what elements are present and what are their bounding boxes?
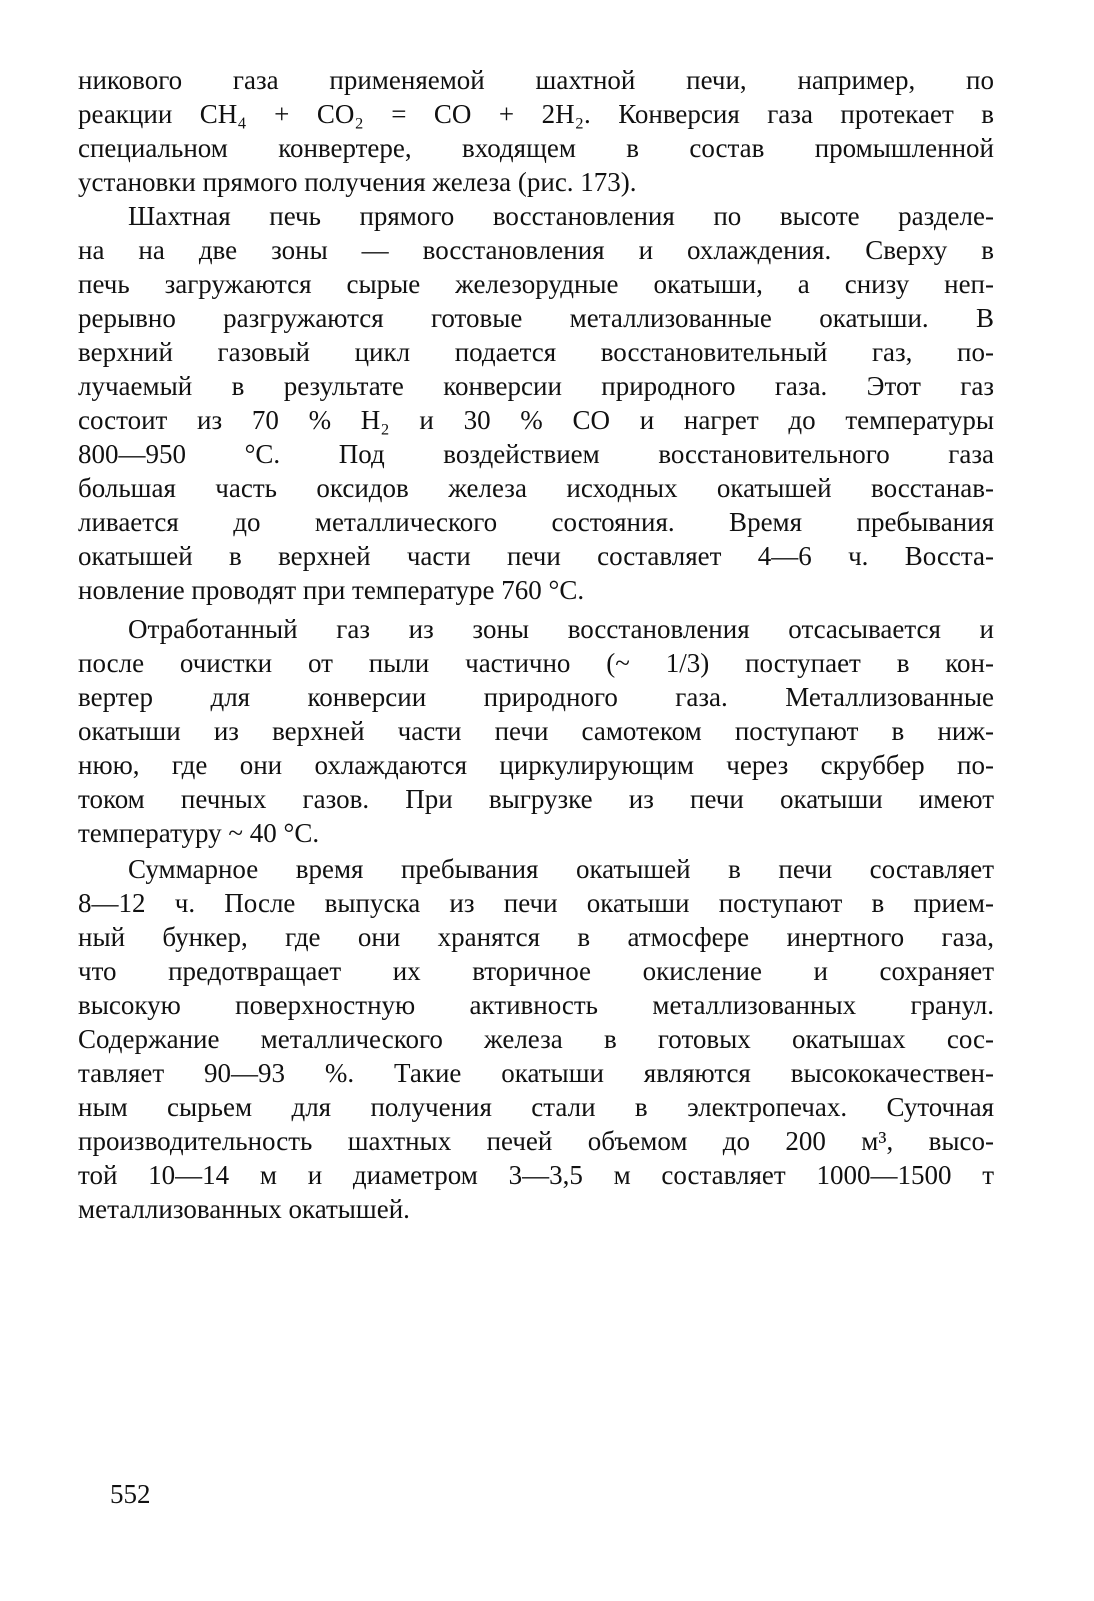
text-line: Шахтная печь прямого восстановления по высоте разделе- xyxy=(128,201,994,231)
page-number: 552 xyxy=(110,1479,151,1509)
text-line: окатыши из верхней части печи самотеком поступают в ниж- xyxy=(78,716,994,746)
text-line: той 10—14 м и диаметром 3—3,5 м составляет 1000—1500 т xyxy=(78,1160,994,1190)
text-line: лучаемый в результате конверсии природного газа. Этот газ xyxy=(78,371,994,401)
text-line: производительность шахтных печей объемом до 200 м³, высо- xyxy=(78,1126,994,1156)
text-line: тавляет 90—93 %. Такие окатыши являются высококачествен- xyxy=(78,1058,994,1088)
text-line: нюю, где они охлаждаются циркулирующим через скруббер по- xyxy=(78,750,994,780)
text-line: ный бункер, где они хранятся в атмосфере инертного газа, xyxy=(78,922,994,952)
text-line: ливается до металлического состояния. Время пребывания xyxy=(78,507,994,537)
text-line: никового газа применяемой шахтной печи, например, по xyxy=(78,65,994,95)
text-line: окатышей в верхней части печи составляет 4—6 ч. Восста- xyxy=(78,541,994,571)
text-line: металлизованных окатышей. xyxy=(78,1194,410,1224)
text-line: Суммарное время пребывания окатышей в печи составляет xyxy=(128,854,994,884)
text-line: 800—950 °С. Под воздействием восстановительного газа xyxy=(78,439,994,469)
text-line: вертер для конверсии природного газа. Металлизованные xyxy=(78,682,994,712)
text-line: реакции CH₄ + CO₂ = CO + 2H₂. Конверсия газа протекает в xyxy=(78,99,994,129)
text-line: Содержание металлического железа в готовых окатышах сос- xyxy=(78,1024,994,1054)
text-line: 8—12 ч. После выпуска из печи окатыши поступают в прием- xyxy=(78,888,994,918)
text-line: Отработанный газ из зоны восстановления отсасывается и xyxy=(128,614,994,644)
text-line: верхний газовый цикл подается восстановительный газ, по- xyxy=(78,337,994,367)
text-line: большая часть оксидов железа исходных окатышей восстанав- xyxy=(78,473,994,503)
text-line: состоит из 70 % H₂ и 30 % CO и нагрет до температуры xyxy=(78,405,994,435)
text-line: после очистки от пыли частично (~ 1/3) поступает в кон- xyxy=(78,648,994,678)
text-line: высокую поверхностную активность металлизованных гранул. xyxy=(78,990,994,1020)
text-line: что предотвращает их вторичное окисление и сохраняет xyxy=(78,956,994,986)
text-line: рерывно разгружаются готовые металлизованные окатыши. В xyxy=(78,303,994,333)
text-line: током печных газов. При выгрузке из печи окатыши имеют xyxy=(78,784,994,814)
text-line: температуру ~ 40 °С. xyxy=(78,818,320,848)
text-line: новление проводят при температуре 760 °С. xyxy=(78,575,585,605)
text-line: печь загружаются сырые железорудные окатыши, а снизу неп- xyxy=(78,269,994,299)
text-line: установки прямого получения железа (рис. 173). xyxy=(78,167,637,197)
text-line: специальном конвертере, входящем в состав промышленной xyxy=(78,133,994,163)
text-line: на на две зоны — восстановления и охлаждения. Сверху в xyxy=(78,235,994,265)
text-line: ным сырьем для получения стали в электропечах. Суточная xyxy=(78,1092,994,1122)
